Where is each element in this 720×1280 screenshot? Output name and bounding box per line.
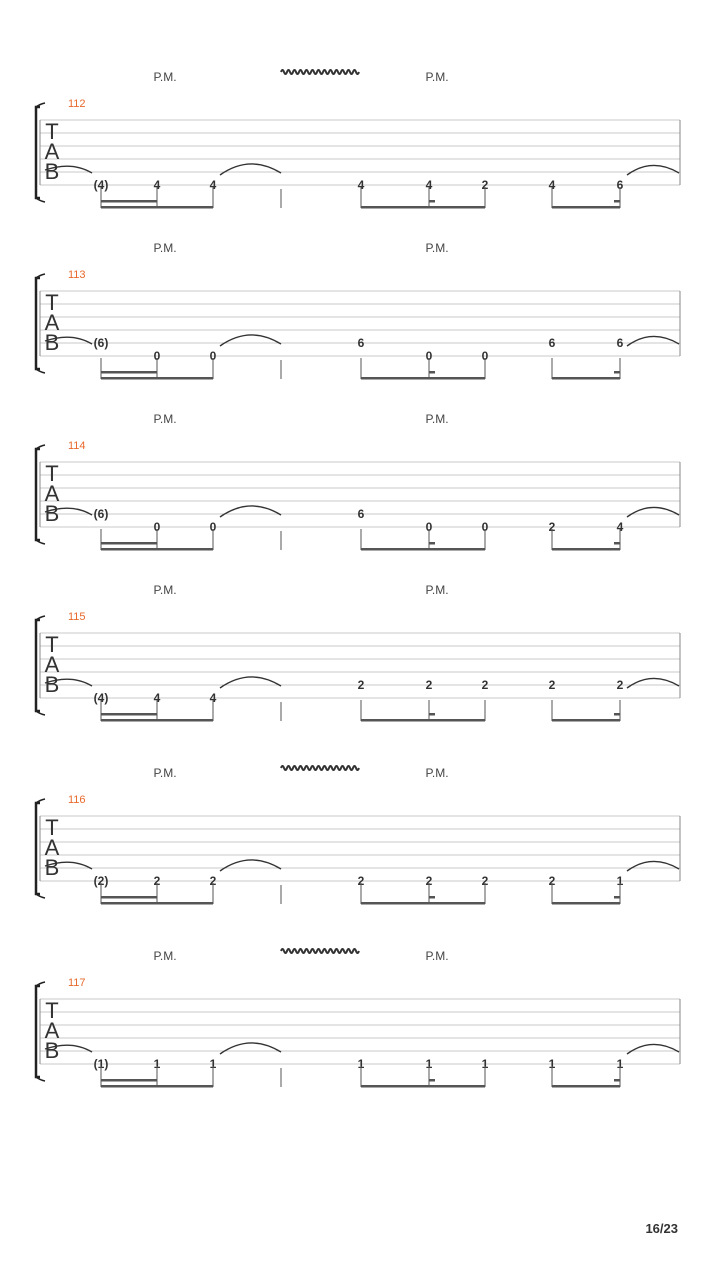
palm-mute-label: P.M.	[153, 766, 177, 780]
measure-number: 113	[68, 269, 86, 281]
tie	[220, 335, 281, 346]
tab-system-113	[36, 241, 680, 380]
system-bracket	[36, 803, 40, 894]
measure-number: 115	[68, 611, 86, 623]
beam	[101, 206, 213, 209]
secondary-beam	[101, 371, 157, 374]
fret-number: 2	[548, 678, 556, 692]
fret-number: 2	[425, 874, 433, 888]
tab-clef-letter: T	[45, 815, 59, 840]
beam-stub	[614, 542, 620, 545]
tab-clef-letter: A	[44, 652, 60, 677]
beam	[101, 902, 213, 905]
fret-number: 4	[425, 178, 433, 192]
tab-clef-letter: T	[45, 119, 59, 144]
beam-stub	[429, 200, 435, 203]
fret-number: 4	[153, 178, 161, 192]
beam	[552, 377, 620, 380]
tie	[627, 507, 679, 517]
tie	[627, 678, 679, 688]
palm-mute-label: P.M.	[153, 241, 177, 255]
tab-system-116	[36, 766, 680, 905]
system-bracket	[36, 620, 40, 711]
fret-number: 2	[425, 678, 433, 692]
tab-clef-letter: T	[45, 998, 59, 1023]
measure-number: 114	[68, 440, 86, 452]
fret-number: 2	[616, 678, 624, 692]
fret-number: (1)	[93, 1057, 109, 1071]
fret-number: 0	[209, 349, 217, 363]
fret-number: (4)	[93, 178, 109, 192]
beam-stub	[614, 896, 620, 899]
palm-mute-label: P.M.	[153, 949, 177, 963]
vibrato-mark	[281, 766, 359, 770]
page-number: 16/23	[645, 1221, 678, 1236]
vibrato-mark	[281, 70, 359, 74]
palm-mute-label: P.M.	[153, 412, 177, 426]
fret-number: 0	[209, 520, 217, 534]
tie	[627, 861, 679, 871]
bracket-bottom-hook	[36, 1077, 45, 1081]
tab-clef-letter: T	[45, 632, 59, 657]
tab-clef-letter: T	[45, 290, 59, 315]
fret-number: 0	[153, 349, 161, 363]
fret-number: 1	[357, 1057, 365, 1071]
tab-system-117	[36, 949, 680, 1088]
tie	[627, 165, 679, 175]
fret-number: 2	[357, 874, 365, 888]
beam	[552, 548, 620, 551]
fret-number: 4	[209, 691, 217, 705]
fret-number: 1	[616, 1057, 624, 1071]
tie	[220, 677, 281, 688]
beam-stub	[614, 371, 620, 374]
palm-mute-label: P.M.	[425, 949, 449, 963]
system-bracket	[36, 107, 40, 198]
beam	[101, 1085, 213, 1088]
palm-mute-label: P.M.	[425, 70, 449, 84]
beam	[101, 377, 213, 380]
fret-number: 4	[153, 691, 161, 705]
system-bracket	[36, 449, 40, 540]
fret-number: 2	[481, 178, 489, 192]
tie	[220, 506, 281, 517]
tab-clef-letter: T	[45, 461, 59, 486]
tab-clef-letter: A	[44, 1018, 60, 1043]
secondary-beam	[101, 542, 157, 545]
fret-number: 0	[425, 520, 433, 534]
beam	[101, 719, 213, 722]
palm-mute-label: P.M.	[425, 583, 449, 597]
bracket-bottom-hook	[36, 369, 45, 373]
beam-stub	[429, 896, 435, 899]
tab-clef-letter: A	[44, 481, 60, 506]
vibrato-mark	[281, 949, 359, 953]
palm-mute-label: P.M.	[425, 766, 449, 780]
tie	[627, 336, 679, 346]
fret-number: 0	[425, 349, 433, 363]
bracket-top-hook	[36, 445, 45, 449]
beam-stub	[429, 542, 435, 545]
tab-system-114	[36, 412, 680, 551]
measure-number: 117	[68, 977, 86, 989]
tab-clef-letter: A	[44, 310, 60, 335]
bracket-top-hook	[36, 103, 45, 107]
beam	[552, 206, 620, 209]
fret-number: 6	[357, 507, 365, 521]
beam-stub	[614, 1079, 620, 1082]
fret-number: 1	[209, 1057, 217, 1071]
measure-number: 112	[68, 98, 86, 110]
tie	[220, 164, 281, 175]
fret-number: 0	[153, 520, 161, 534]
beam	[361, 548, 485, 551]
palm-mute-label: P.M.	[425, 241, 449, 255]
fret-number: 2	[481, 874, 489, 888]
fret-number: 6	[357, 336, 365, 350]
fret-number: 4	[548, 178, 556, 192]
beam	[361, 206, 485, 209]
tie	[627, 1044, 679, 1054]
tab-system-115	[36, 583, 680, 722]
fret-number: (6)	[93, 507, 109, 521]
tab-clef-letter: B	[44, 330, 60, 355]
secondary-beam	[101, 713, 157, 716]
bracket-top-hook	[36, 616, 45, 620]
palm-mute-label: P.M.	[153, 583, 177, 597]
fret-number: 2	[548, 520, 556, 534]
tab-clef-letter: B	[44, 1038, 60, 1063]
fret-number: 2	[357, 678, 365, 692]
beam	[361, 1085, 485, 1088]
fret-number: 0	[481, 349, 489, 363]
beam-stub	[429, 371, 435, 374]
fret-number: 6	[548, 336, 556, 350]
fret-number: 1	[481, 1057, 489, 1071]
tab-clef-letter: B	[44, 501, 60, 526]
fret-number: 1	[153, 1057, 161, 1071]
fret-number: 1	[616, 874, 624, 888]
beam	[361, 902, 485, 905]
fret-number: (4)	[93, 691, 109, 705]
fret-number: (2)	[93, 874, 109, 888]
tab-clef-letter: B	[44, 672, 60, 697]
palm-mute-label: P.M.	[425, 412, 449, 426]
system-bracket	[36, 986, 40, 1077]
fret-number: 2	[548, 874, 556, 888]
fret-number: 0	[481, 520, 489, 534]
bracket-top-hook	[36, 274, 45, 278]
beam	[361, 719, 485, 722]
beam	[361, 377, 485, 380]
fret-number: (6)	[93, 336, 109, 350]
bracket-bottom-hook	[36, 198, 45, 202]
fret-number: 1	[425, 1057, 433, 1071]
tie	[220, 860, 281, 871]
bracket-bottom-hook	[36, 540, 45, 544]
fret-number: 4	[209, 178, 217, 192]
tab-system-112	[36, 70, 680, 209]
bracket-top-hook	[36, 799, 45, 803]
beam	[552, 1085, 620, 1088]
fret-number: 4	[357, 178, 365, 192]
secondary-beam	[101, 1079, 157, 1082]
beam-stub	[614, 713, 620, 716]
fret-number: 6	[616, 336, 624, 350]
tab-clef-letter: B	[44, 855, 60, 880]
fret-number: 1	[548, 1057, 556, 1071]
tab-clef-letter: B	[44, 159, 60, 184]
bracket-bottom-hook	[36, 894, 45, 898]
bracket-bottom-hook	[36, 711, 45, 715]
beam-stub	[429, 713, 435, 716]
measure-number: 116	[68, 794, 86, 806]
tab-clef-letter: A	[44, 139, 60, 164]
fret-number: 4	[616, 520, 624, 534]
secondary-beam	[101, 896, 157, 899]
beam-stub	[429, 1079, 435, 1082]
fret-number: 2	[153, 874, 161, 888]
palm-mute-label: P.M.	[153, 70, 177, 84]
fret-number: 2	[209, 874, 217, 888]
beam	[552, 719, 620, 722]
bracket-top-hook	[36, 982, 45, 986]
beam	[101, 548, 213, 551]
beam	[552, 902, 620, 905]
tie	[220, 1043, 281, 1054]
beam-stub	[614, 200, 620, 203]
fret-number: 6	[616, 178, 624, 192]
system-bracket	[36, 278, 40, 369]
tab-clef-letter: A	[44, 835, 60, 860]
fret-number: 2	[481, 678, 489, 692]
secondary-beam	[101, 200, 157, 203]
